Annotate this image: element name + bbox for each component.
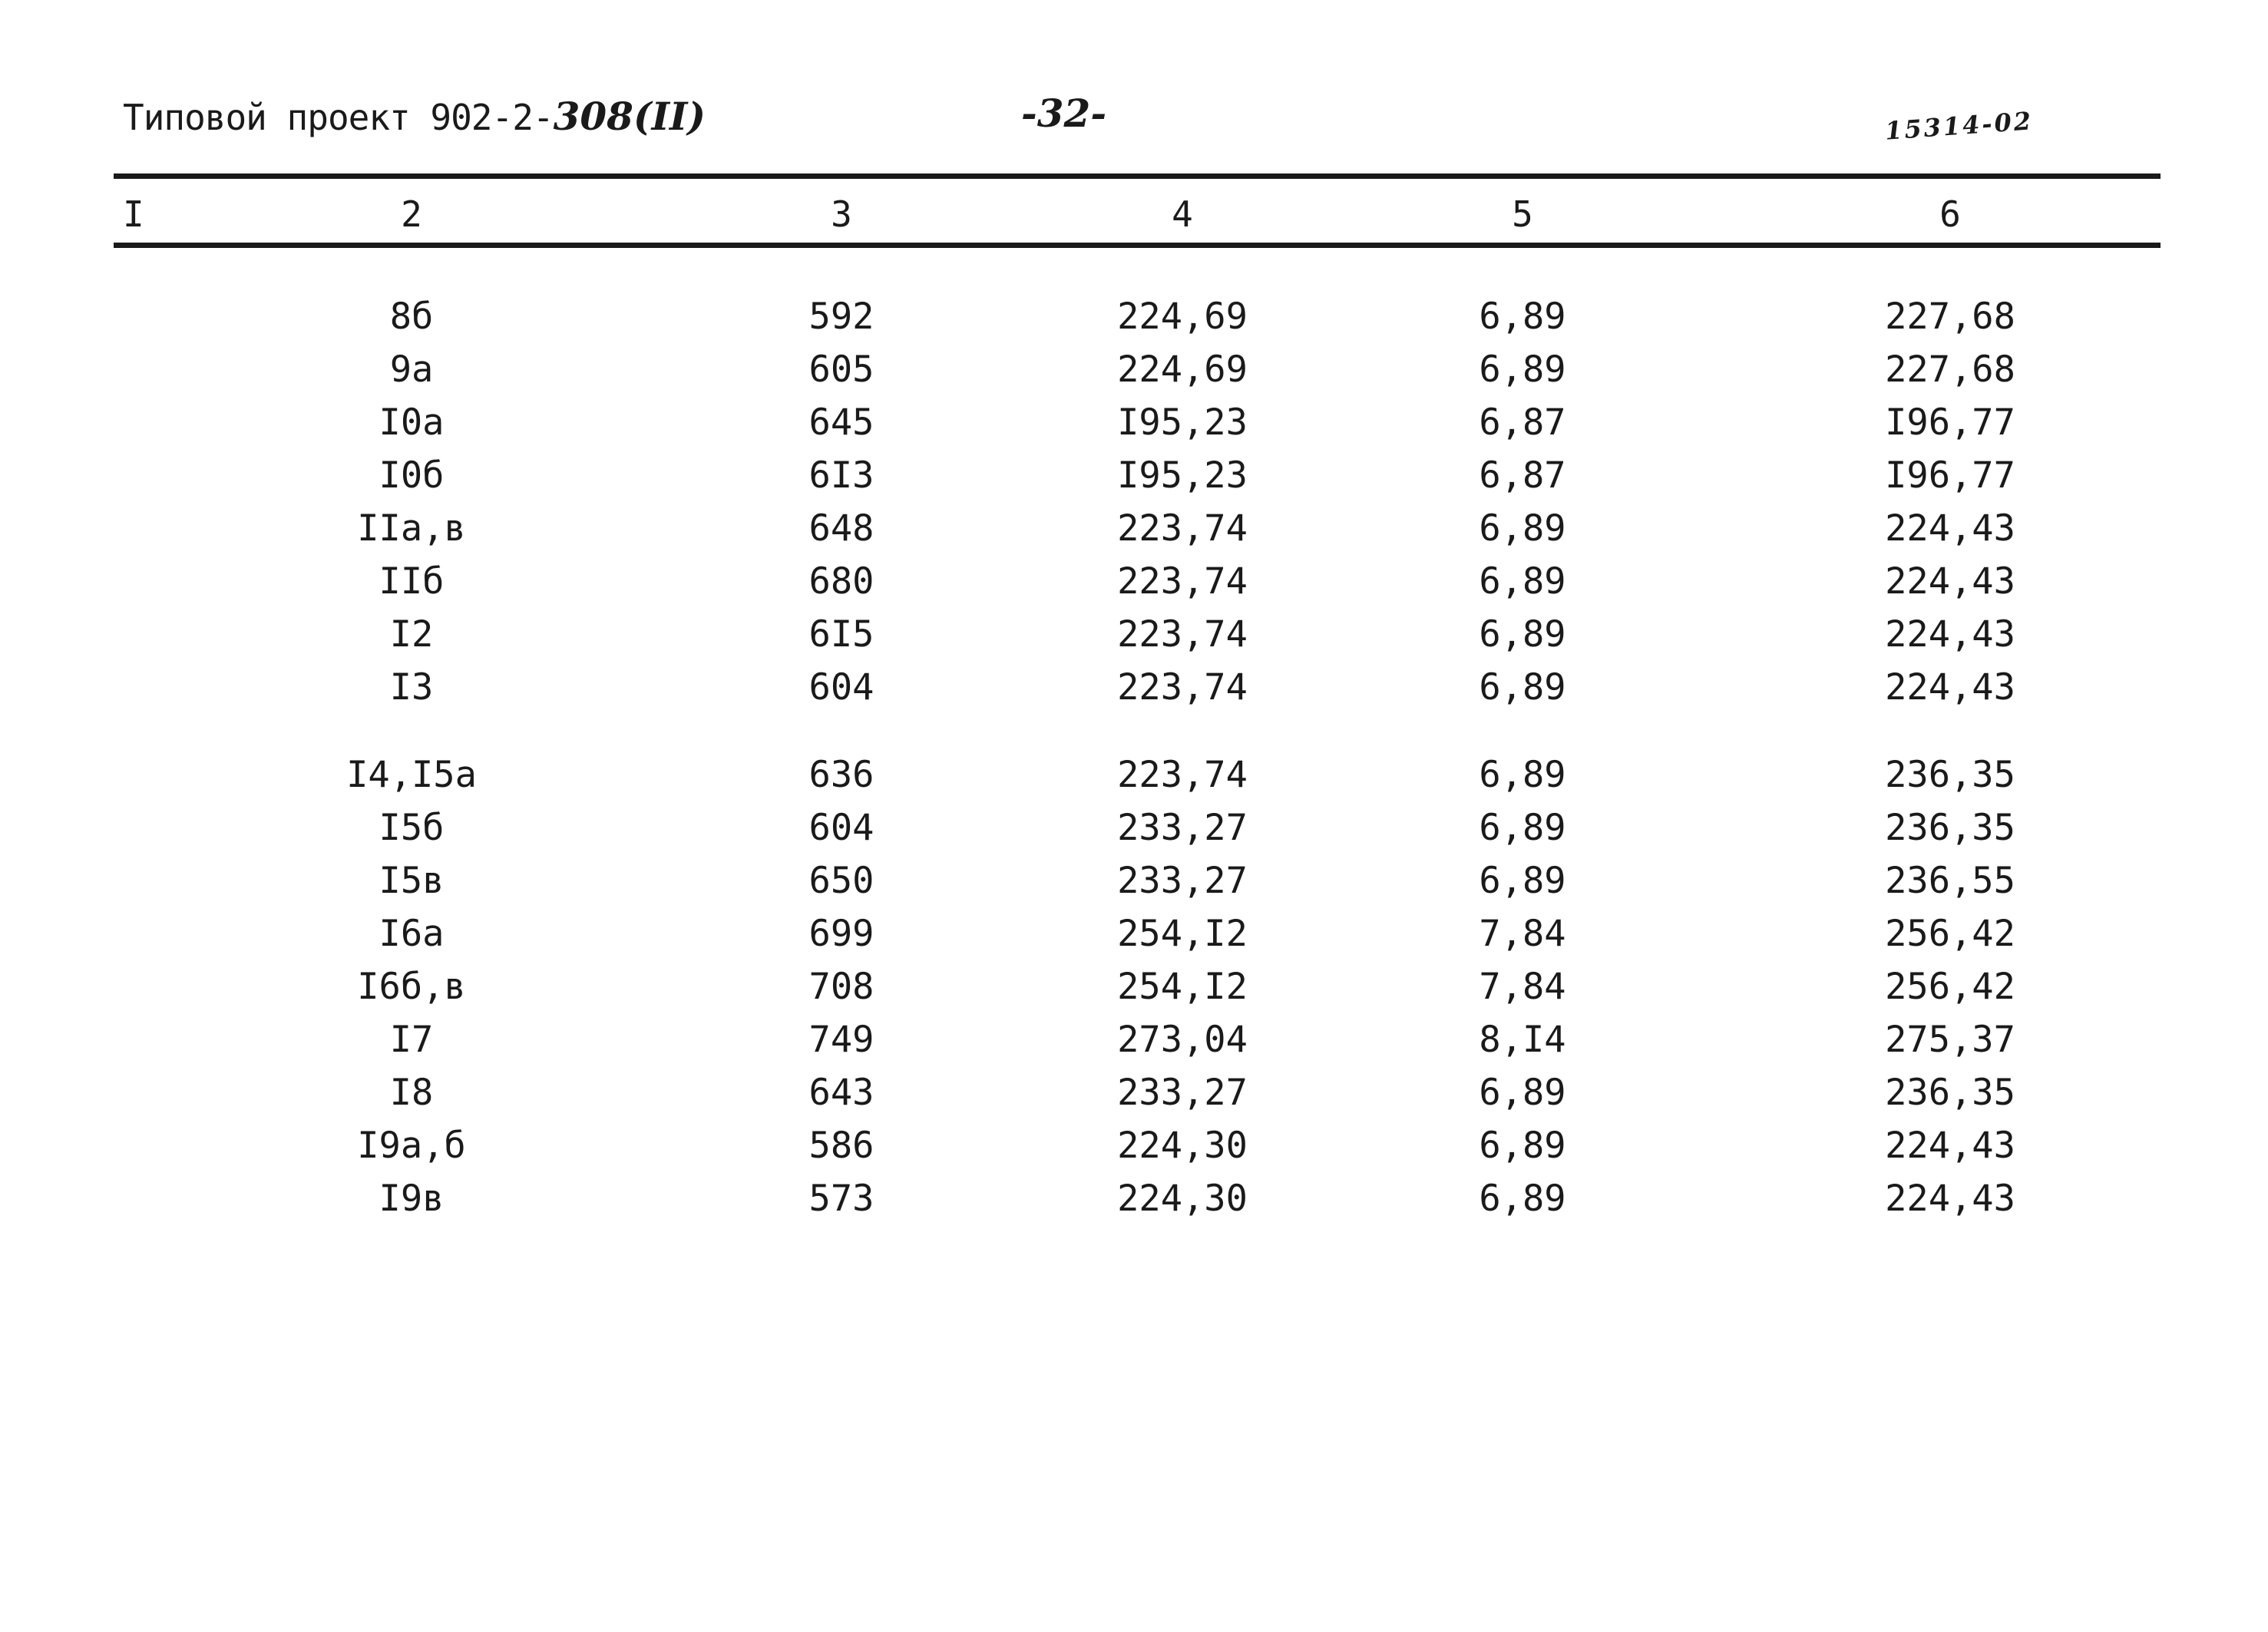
table-cell: I0а	[379, 401, 445, 444]
table-cell: 6I3	[808, 454, 874, 497]
table-cell: 224,43	[1885, 560, 2015, 603]
table-cell: 6,87	[1479, 454, 1566, 497]
table-cell: I6б,в	[357, 966, 466, 1008]
table-cell: 645	[808, 401, 874, 444]
table-cell: 643	[808, 1072, 874, 1114]
table-header-rule	[114, 243, 2161, 248]
table-cell: 6,89	[1479, 507, 1566, 550]
table-cell: 236,35	[1885, 1072, 2015, 1114]
table-cell: 6,89	[1479, 560, 1566, 603]
column-header-6: 6	[1939, 193, 1961, 235]
table-cell: 223,74	[1117, 560, 1248, 603]
table-cell: 254,I2	[1117, 913, 1248, 955]
table-cell: 236,35	[1885, 807, 2015, 849]
table-cell: 224,69	[1117, 349, 1248, 391]
table-cell: 223,74	[1117, 507, 1248, 550]
table-cell: 236,35	[1885, 754, 2015, 796]
document-title	[123, 94, 706, 139]
table-cell: 256,42	[1885, 966, 2015, 1008]
table-cell: 8,I4	[1479, 1019, 1566, 1061]
table-cell: I9а,б	[357, 1125, 466, 1167]
table-cell: 275,37	[1885, 1019, 2015, 1061]
table-cell: 6,89	[1479, 296, 1566, 338]
table-cell: 223,74	[1117, 666, 1248, 709]
table-cell: 749	[808, 1019, 874, 1061]
table-cell: 6,89	[1479, 666, 1566, 709]
table-cell: 224,43	[1885, 1125, 2015, 1167]
column-header-2: 2	[401, 193, 422, 235]
table-cell: 233,27	[1117, 1072, 1248, 1114]
table-cell: I8	[389, 1072, 434, 1114]
table-cell: IIб	[379, 560, 445, 603]
table-cell: 573	[808, 1178, 874, 1220]
table-cell: I5б	[379, 807, 445, 849]
table-cell: 224,30	[1117, 1178, 1248, 1220]
table-cell: 708	[808, 966, 874, 1008]
table-cell: 586	[808, 1125, 874, 1167]
table-cell: 224,30	[1117, 1125, 1248, 1167]
table-cell: 6,87	[1479, 401, 1566, 444]
table-top-rule	[114, 173, 2161, 179]
table-cell: I96,77	[1885, 454, 2015, 497]
table-cell: 650	[808, 860, 874, 902]
table-cell: 223,74	[1117, 754, 1248, 796]
table-cell: 224,43	[1885, 507, 2015, 550]
table-cell: 227,68	[1885, 349, 2015, 391]
page-number: -32-	[1021, 91, 1107, 136]
table-cell: 6,89	[1479, 860, 1566, 902]
table-cell: 224,43	[1885, 1178, 2015, 1220]
column-header-4: 4	[1172, 193, 1193, 235]
table-cell: 6,89	[1479, 1125, 1566, 1167]
archive-stamp: 15314-02	[1883, 106, 2035, 146]
table-cell: 254,I2	[1117, 966, 1248, 1008]
table-cell: 223,74	[1117, 613, 1248, 656]
table-cell: I2	[389, 613, 434, 656]
table-cell: 227,68	[1885, 296, 2015, 338]
title-prefix: Типовой проект 902-2-	[123, 97, 554, 138]
table-cell: I3	[389, 666, 434, 709]
table-cell: 636	[808, 754, 874, 796]
table-cell: 224,43	[1885, 666, 2015, 709]
table-cell: 273,04	[1117, 1019, 1248, 1061]
title-project-number: 308(II)	[553, 94, 706, 139]
table-cell: I5в	[379, 860, 445, 902]
table-cell: I0б	[379, 454, 445, 497]
table-cell: 6,89	[1479, 1072, 1566, 1114]
table-cell: 6,89	[1479, 349, 1566, 391]
column-header-1: I	[123, 193, 144, 235]
table-cell: 648	[808, 507, 874, 550]
table-cell: I6а	[379, 913, 445, 955]
table-cell: 236,55	[1885, 860, 2015, 902]
table-cell: 699	[808, 913, 874, 955]
table-cell: 604	[808, 666, 874, 709]
table-cell: IIа,в	[357, 507, 466, 550]
table-cell: 6,89	[1479, 613, 1566, 656]
table-cell: 7,84	[1479, 913, 1566, 955]
column-header-5: 5	[1512, 193, 1533, 235]
table-cell: 605	[808, 349, 874, 391]
table-cell: 224,69	[1117, 296, 1248, 338]
table-cell: I95,23	[1117, 401, 1248, 444]
table-cell: 233,27	[1117, 807, 1248, 849]
table-cell: 6,89	[1479, 807, 1566, 849]
table-cell: I9в	[379, 1178, 445, 1220]
table-cell: 592	[808, 296, 874, 338]
table-cell: 256,42	[1885, 913, 2015, 955]
table-cell: I7	[389, 1019, 434, 1061]
column-header-3: 3	[831, 193, 852, 235]
table-cell: 604	[808, 807, 874, 849]
table-cell: I4,I5а	[346, 754, 477, 796]
table-cell: 233,27	[1117, 860, 1248, 902]
table-cell: I96,77	[1885, 401, 2015, 444]
table-cell: 680	[808, 560, 874, 603]
table-cell: 6,89	[1479, 754, 1566, 796]
table-cell: 9а	[389, 349, 434, 391]
table-cell: 6,89	[1479, 1178, 1566, 1220]
table-cell: 8б	[389, 296, 434, 338]
table-cell: 224,43	[1885, 613, 2015, 656]
table-cell: 7,84	[1479, 966, 1566, 1008]
table-cell: I95,23	[1117, 454, 1248, 497]
table-cell: 6I5	[808, 613, 874, 656]
